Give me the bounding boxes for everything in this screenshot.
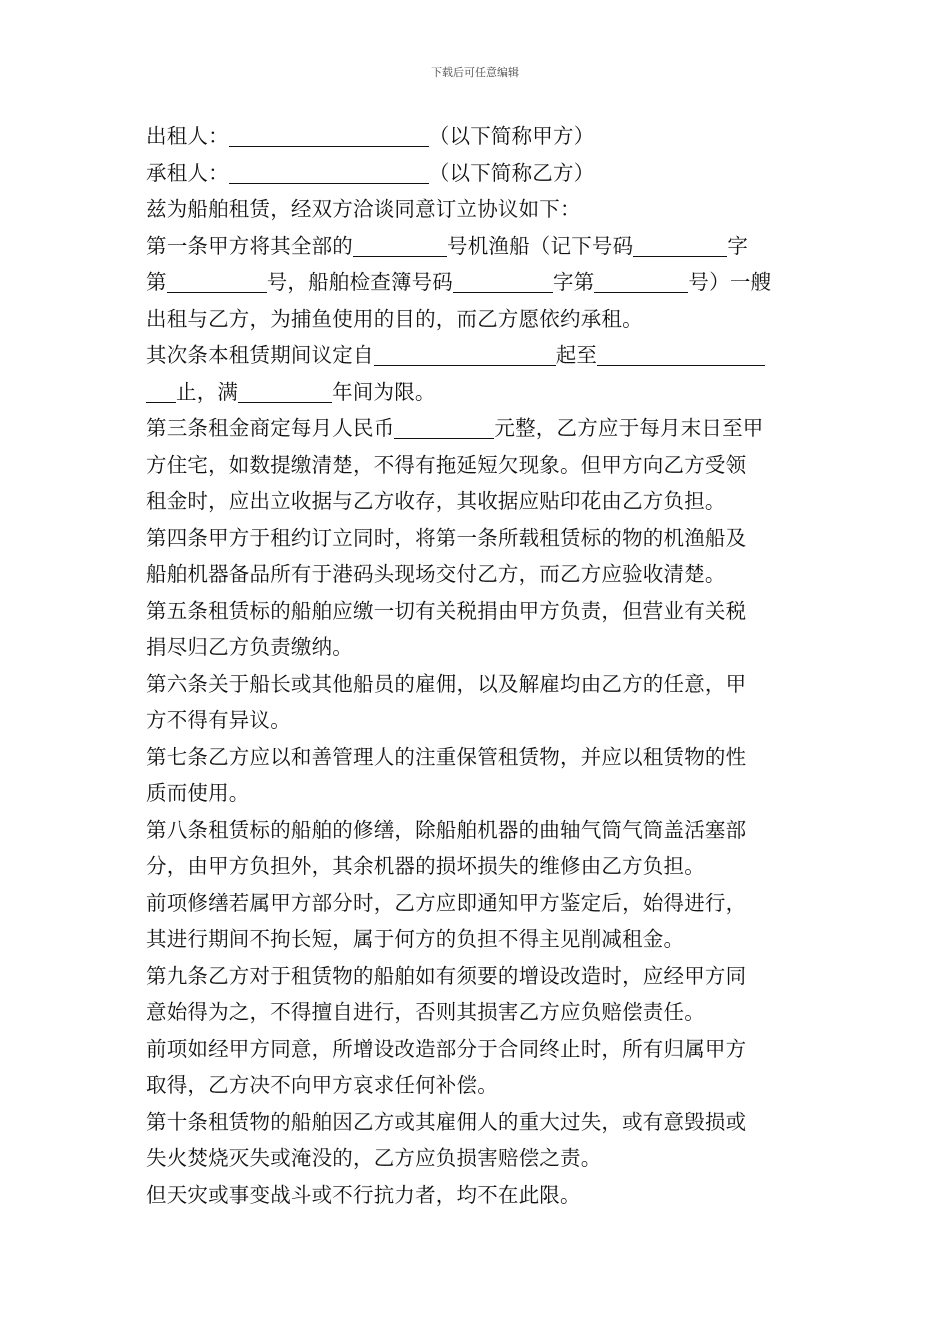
text-line: 第七条乙方应以和善管理人的注重保管租赁物，并应以租赁物的性	[146, 744, 747, 769]
years-blank	[238, 381, 332, 403]
end-date-blank	[597, 344, 765, 366]
text-line: 分，由甲方负担外，其余机器的损坏损失的维修由乙方负担。	[146, 854, 705, 878]
text-line: 方不得有异议。	[146, 708, 291, 732]
text-line: 前项修缮若属甲方部分时，乙方应即通知甲方鉴定后，始得进行，	[146, 890, 747, 915]
page-header: 下载后可任意编辑	[431, 66, 519, 79]
text: 号）一艘	[688, 270, 772, 294]
text-line: 第五条租赁标的船舶应缴一切有关税捐由甲方负责，但营业有关税	[146, 598, 747, 623]
lessor-label: 出租人：	[146, 124, 229, 148]
text-line: 第六条关于船长或其他船员的雇佣，以及解雇均由乙方的任意，甲	[146, 671, 747, 696]
lessor-line	[146, 118, 810, 155]
text-line: 船舶机器备品所有于港码头现场交付乙方，而乙方应验收清楚。	[146, 562, 726, 586]
lessee-line	[146, 155, 810, 192]
text-line: 意始得为之，不得擅自进行，否则其损害乙方应负赔偿责任。	[146, 1000, 705, 1024]
text-line: 第十条租赁物的船舶因乙方或其雇佣人的重大过失，或有意毁损或	[146, 1109, 747, 1134]
text-line: 其进行期间不拘长短，属于何方的负担不得主见削减租金。	[146, 927, 685, 951]
article-2-line-1	[146, 337, 810, 374]
boat-number-blank	[353, 235, 447, 257]
text: 止，满	[176, 379, 239, 404]
text-line: 第八条租赁标的船舶的修缮，除船舶机器的曲轴气筒气筒盖活塞部	[146, 817, 747, 842]
article-3-line-1	[146, 410, 810, 447]
text-line: 第九条乙方对于租赁物的船舶如有须要的增设改造时，应经甲方同	[146, 963, 747, 988]
article-2-line-2	[146, 374, 810, 411]
text-line: 前项如经甲方同意，所增设改造部分于合同终止时，所有归属甲方	[146, 1036, 747, 1061]
registration-blank	[633, 235, 727, 257]
article-1-line-1	[146, 228, 810, 265]
article-3-line-3: 租金时，应出立收据与乙方收存，其收据应贴印花由乙方负担。	[146, 489, 726, 513]
text: 字	[727, 233, 749, 258]
article-3-line-2: 方住宅，如数提缴清楚，不得有拖延短欠现象。但甲方向乙方受领	[146, 452, 747, 477]
start-date-blank	[374, 344, 556, 366]
text-line: 但天灾或事变战斗或不行抗力者，均不在此限。	[146, 1182, 581, 1207]
text-line: 捐尽归乙方负责缴纳。	[146, 635, 353, 659]
text: 号，船舶检查簿号码	[266, 270, 454, 294]
text: 第一条甲方将其全部的	[146, 233, 353, 258]
text: 第	[146, 270, 167, 294]
article-1-line-3: 出租与乙方，为捕鱼使用的目的，而乙方愿依约承租。	[146, 306, 643, 331]
intro-line: 兹为船舶租赁，经双方洽谈同意订立协议如下：	[146, 197, 581, 221]
registration-number-blank	[167, 271, 267, 293]
text: 第三条租金商定每月人民币	[146, 416, 395, 440]
text: 起至	[555, 343, 598, 367]
text: 其次条本租赁期间议定自	[146, 343, 374, 367]
text-line: 取得，乙方决不向甲方哀求任何补偿。	[146, 1073, 498, 1097]
inspection-blank	[453, 271, 553, 293]
text-line: 失火焚烧灭失或淹没的，乙方应负损害赔偿之责。	[146, 1146, 602, 1170]
text: 号机渔船（记下号码	[447, 233, 634, 258]
contract-body	[146, 118, 810, 1213]
rent-amount-blank	[394, 417, 494, 439]
text: 字第	[553, 270, 595, 294]
inspection-number-blank	[594, 271, 688, 293]
lessor-blank	[229, 125, 429, 147]
text: 年间为限。	[332, 379, 436, 404]
lessee-label: 承租人：	[146, 160, 229, 185]
lessee-suffix: （以下简称乙方）	[428, 160, 595, 185]
end-date-blank-cont	[146, 381, 176, 403]
text: 元整，乙方应于每月末日至甲	[494, 416, 764, 440]
lessor-suffix: （以下简称甲方）	[428, 124, 595, 148]
text-line: 第四条甲方于租约订立同时，将第一条所载租赁标的物的机渔船及	[146, 525, 747, 550]
lessee-blank	[229, 162, 429, 184]
article-1-line-2	[146, 264, 810, 301]
text-line: 质而使用。	[146, 781, 250, 805]
